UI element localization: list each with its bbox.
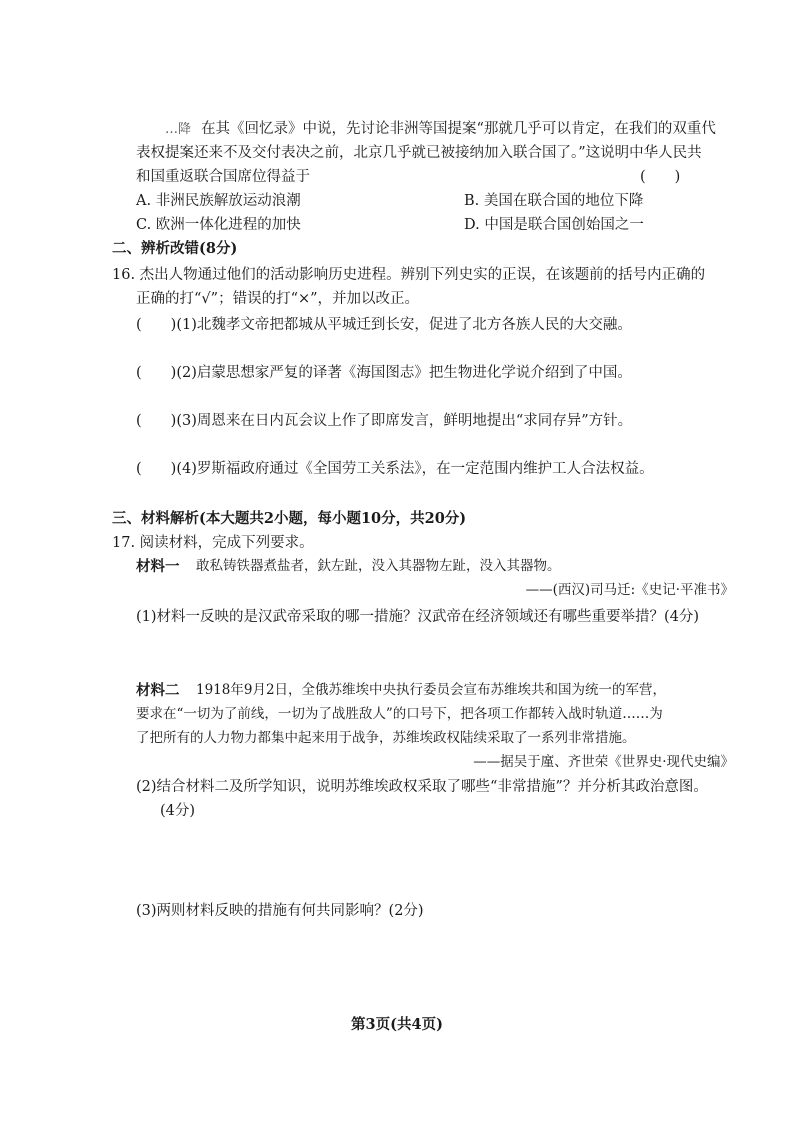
section2-heading: 二、辨析改错(8分) <box>112 240 238 257</box>
material1-source: ——(西汉)司马迁:《史记·平准书》 <box>525 582 734 598</box>
q16-line-2: 正确的打“√”；错误的打“×”，并加以改正。 <box>136 291 420 307</box>
q15-line-3: 和国重返联合国席位得益于 <box>136 169 310 185</box>
material2-line-3: 了把所有的人力物力都集中起来用于战争，苏维埃政权陆续采取了一系列非常措施。 <box>136 730 636 746</box>
material2-line-2: 要求在“一切为了前线，一切为了战胜敌人”的口号下，把各项工作都转入战时轨道……为 <box>136 706 663 722</box>
q15-line-1: 在其《回忆录》中说，先讨论非洲等国提案“那就几乎可以肯定，在我们的双重代 <box>201 121 716 137</box>
material2-label: 材料二 <box>136 682 180 699</box>
q15-option-d: D. 中国是联合国创始国之一 <box>464 217 644 233</box>
q15-answer-bracket: ( ) <box>640 169 681 185</box>
q15-option-c: C. 欧洲一体化进程的加快 <box>136 217 301 233</box>
q16-item-2: ( )(2)启蒙思想家严复的译著《海国图志》把生物进化学说介绍到了中国。 <box>136 365 632 381</box>
q17-sub2-line-1: (2)结合材料二及所学知识，说明苏维埃政权采取了哪些“非常措施”？并分析其政治意图。 <box>136 779 708 795</box>
q17-sub2-line-2: (4分) <box>160 803 196 819</box>
q15-option-a: A. 非洲民族解放运动浪潮 <box>136 193 301 209</box>
q16-item-4: ( )(4)罗斯福政府通过《全国劳工关系法》，在一定范围内维护工人合法权益。 <box>136 461 654 477</box>
q17-sub1: (1)材料一反映的是汉武帝采取的哪一措施？汉武帝在经济领域还有哪些重要举措？(4分) <box>136 609 700 625</box>
page-footer: 第3页(共4页) <box>351 1016 443 1033</box>
section3-heading: 三、材料解析(本大题共2小题，每小题10分，共20分) <box>112 510 467 527</box>
material1-text: 敢私铸铁器煮盐者，釱左趾，没入其器物左趾，没入其器物。 <box>196 558 561 574</box>
q15-option-b: B. 美国在联合国的地位下降 <box>464 193 644 209</box>
q15-line-2: 表权提案还来不及交付表决之前，北京几乎就已被接纳加入联合国了。”这说明中华人民共 <box>136 145 702 161</box>
q17-sub3: (3)两则材料反映的措施有何共同影响？(2分) <box>136 903 424 919</box>
q17-intro: 17. 阅读材料，完成下列要求。 <box>112 535 314 551</box>
q16-item-3: ( )(3)周恩来在日内瓦会议上作了即席发言，鲜明地提出“求同存异”方针。 <box>136 413 633 429</box>
material2-source: ——据吴于廑、齐世荣《世界史·现代史编》 <box>473 754 734 770</box>
q16-line-1: 16. 杰出人物通过他们的活动影响历史进程。辨别下列史实的正误，在该题前的括号内正确的 <box>112 267 706 283</box>
material1-label: 材料一 <box>136 558 180 575</box>
q16-item-1: ( )(1)北魏孝文帝把都城从平城迁到长安，促进了北方各族人民的大交融。 <box>136 317 632 333</box>
material2-line-1: 1918年9月2日，全俄苏维埃中央执行委员会宣布苏维埃共和国为统一的军营， <box>196 682 667 698</box>
q15-lead-fragment: …降 <box>165 122 192 137</box>
